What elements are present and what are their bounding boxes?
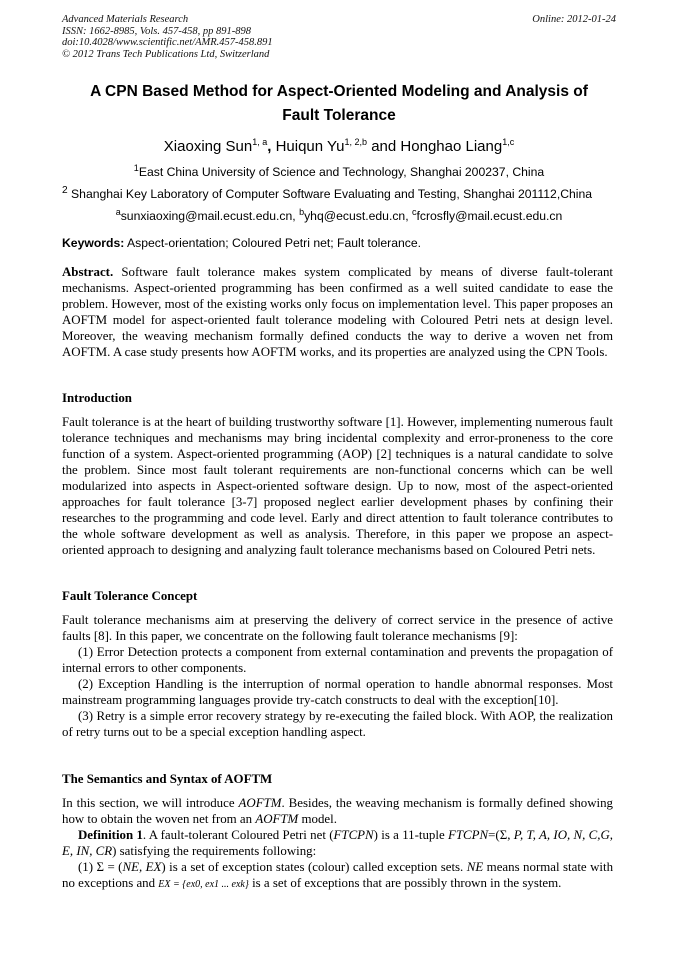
journal-name: Advanced Materials Research xyxy=(62,14,189,25)
email-sup: c xyxy=(411,207,417,217)
ftc-intro-paragraph: Fault tolerance mechanisms aim at preserving the delivery of correct service in the presence of active faults [8]. In this paper, we concentrate on the following fault tolerance mechanisms [9]: xyxy=(62,613,613,643)
section-heading-semantics: The Semantics and Syntax of AOFTM xyxy=(62,772,273,786)
email: sunxiaoxing@mail.ecust.edu.cn, xyxy=(120,209,300,224)
introduction-paragraph: Fault tolerance is at the heart of building trustworthy software [1]. However, implementing numerous fault tolerance techniques and mechanisms may bring incidental complexity and error-proneness to the core function of a system. Aspect-oriented programming (AOP) [2] techniques is a natural candidate to solve the problem. Since most fault tolerant requirements are non-functional concerns which can be well modularized into aspects in Aspect-oriented software design. Up to now, most of the aspect-oriented approaches for fault tolerance [3-7] proposed neglect earlier development phases by confining their researches to the programming and code level. Early and direct attention to fault tolerance contributes to the whole software development as well as analysis. Therefore, in this paper we propose an aspect-oriented approach to designing and analyzing fault tolerance mechanisms based on Coloured Petri nets. xyxy=(62,415,613,557)
keywords xyxy=(62,236,421,250)
section-heading-introduction: Introduction xyxy=(62,391,132,405)
author-separator: and xyxy=(367,138,401,155)
definition-1-item-1: (1) Σ = (NE, EX) is a set of exception states (colour) called exception sets. NE means normal state with no exceptions and EX = {ex0, ex1 ... exk} is a set of exceptions that are possibly thrown in the system. xyxy=(62,860,614,890)
journal-header xyxy=(62,14,273,60)
paper-title xyxy=(40,80,638,128)
abstract xyxy=(62,264,613,360)
author-list xyxy=(40,137,638,155)
title-line-1: A CPN Based Method for Aspect-Oriented Modeling and Analysis of xyxy=(90,83,588,100)
author-sup: 1, 2,b xyxy=(344,137,368,147)
fault-tolerance-concept-body xyxy=(62,612,613,740)
author-name: Xiaoxing Sun xyxy=(163,138,253,155)
affiliation-2 xyxy=(62,185,592,201)
abstract-label: Abstract. xyxy=(62,265,114,279)
doi: doi:10.4028/www.scientific.net/AMR.457-458.891 xyxy=(62,37,273,48)
email-list xyxy=(40,207,638,223)
issn: ISSN: 1662-8985, Vols. 457-458, pp 891-898 xyxy=(62,25,251,37)
copyright: © 2012 Trans Tech Publications Ltd, Switzerland xyxy=(62,48,270,60)
email-sup: b xyxy=(299,207,305,217)
semantics-intro-paragraph: In this section, we will introduce AOFTM. Besides, the weaving mechanism is formally defined showing how to obtain the woven net from an AOFTM model. xyxy=(62,796,614,826)
definition-label: Definition 1 xyxy=(78,828,143,842)
section-heading-fault-tolerance-concept: Fault Tolerance Concept xyxy=(62,589,198,603)
exception-set-formula: EX = {ex0, ex1 ... exk} xyxy=(158,879,249,890)
affiliation-sup: 1 xyxy=(133,163,139,173)
ftc-item-error-detection: (1) Error Detection protects a component from external contamination and prevents the propagation of internal errors to other components. xyxy=(62,645,613,675)
author-sup: 1, a xyxy=(252,137,268,147)
ftc-item-exception-handling: (2) Exception Handling is the interruption of normal operation to handle abnormal responses. Most mainstream programming languages provide try-catch constructs to deal with the exception[10]. xyxy=(62,677,613,707)
author-name: Huiqun Yu xyxy=(275,138,345,155)
affiliation-sup: 2 xyxy=(62,185,68,196)
keywords-label: Keywords: xyxy=(62,236,125,250)
email: yhq@ecust.edu.cn, xyxy=(304,209,412,224)
affiliation-text: East China University of Science and Technology, Shanghai 200237, China xyxy=(138,165,545,180)
email-sup: a xyxy=(115,207,121,217)
abstract-text: Software fault tolerance makes system complicated by means of diverse fault-tolerant mechanisms. Aspect-oriented programming has been confirmed as a well suited candidate to ease the problem. However, most of the existing works only focus on implementation level. This paper proposes an AOFTM model for aspect-oriented fault tolerance modeling with Coloured Petri nets at design level. Moreover, the weaving mechanism formally defined conducts the way to derive a woven net from AOFTM. A case study presents how AOFTM works, and its properties are analyzed using the CPN Tools. xyxy=(62,265,613,359)
author-separator: , xyxy=(267,138,276,155)
semantics-body xyxy=(62,795,613,893)
author-sup: 1,c xyxy=(502,137,515,147)
online-date: Online: 2012-01-24 xyxy=(532,14,616,25)
title-line-2: Fault Tolerance xyxy=(282,107,396,124)
author-name: Honghao Liang xyxy=(400,138,503,155)
affiliation-1 xyxy=(40,163,638,179)
ftc-item-retry: (3) Retry is a simple error recovery strategy by re-executing the failed block. With AOP, the realization of retry turns out to be a special exception handling aspect. xyxy=(62,709,613,739)
affiliation-text: Shanghai Key Laboratory of Computer Software Evaluating and Testing, Shanghai 201112,China xyxy=(67,187,593,202)
email: fcrosfly@mail.ecust.edu.cn xyxy=(416,209,563,224)
introduction-body xyxy=(62,414,613,558)
keywords-text: Aspect-orientation; Coloured Petri net; Fault tolerance. xyxy=(124,236,422,250)
definition-1: Definition 1. A fault-tolerant Coloured Petri net (FTCPN) is a 11-tuple FTCPN=(Σ, P, T, A, IO, N, C,G, E, IN, CR) satisfying the requirements following: xyxy=(62,828,614,858)
